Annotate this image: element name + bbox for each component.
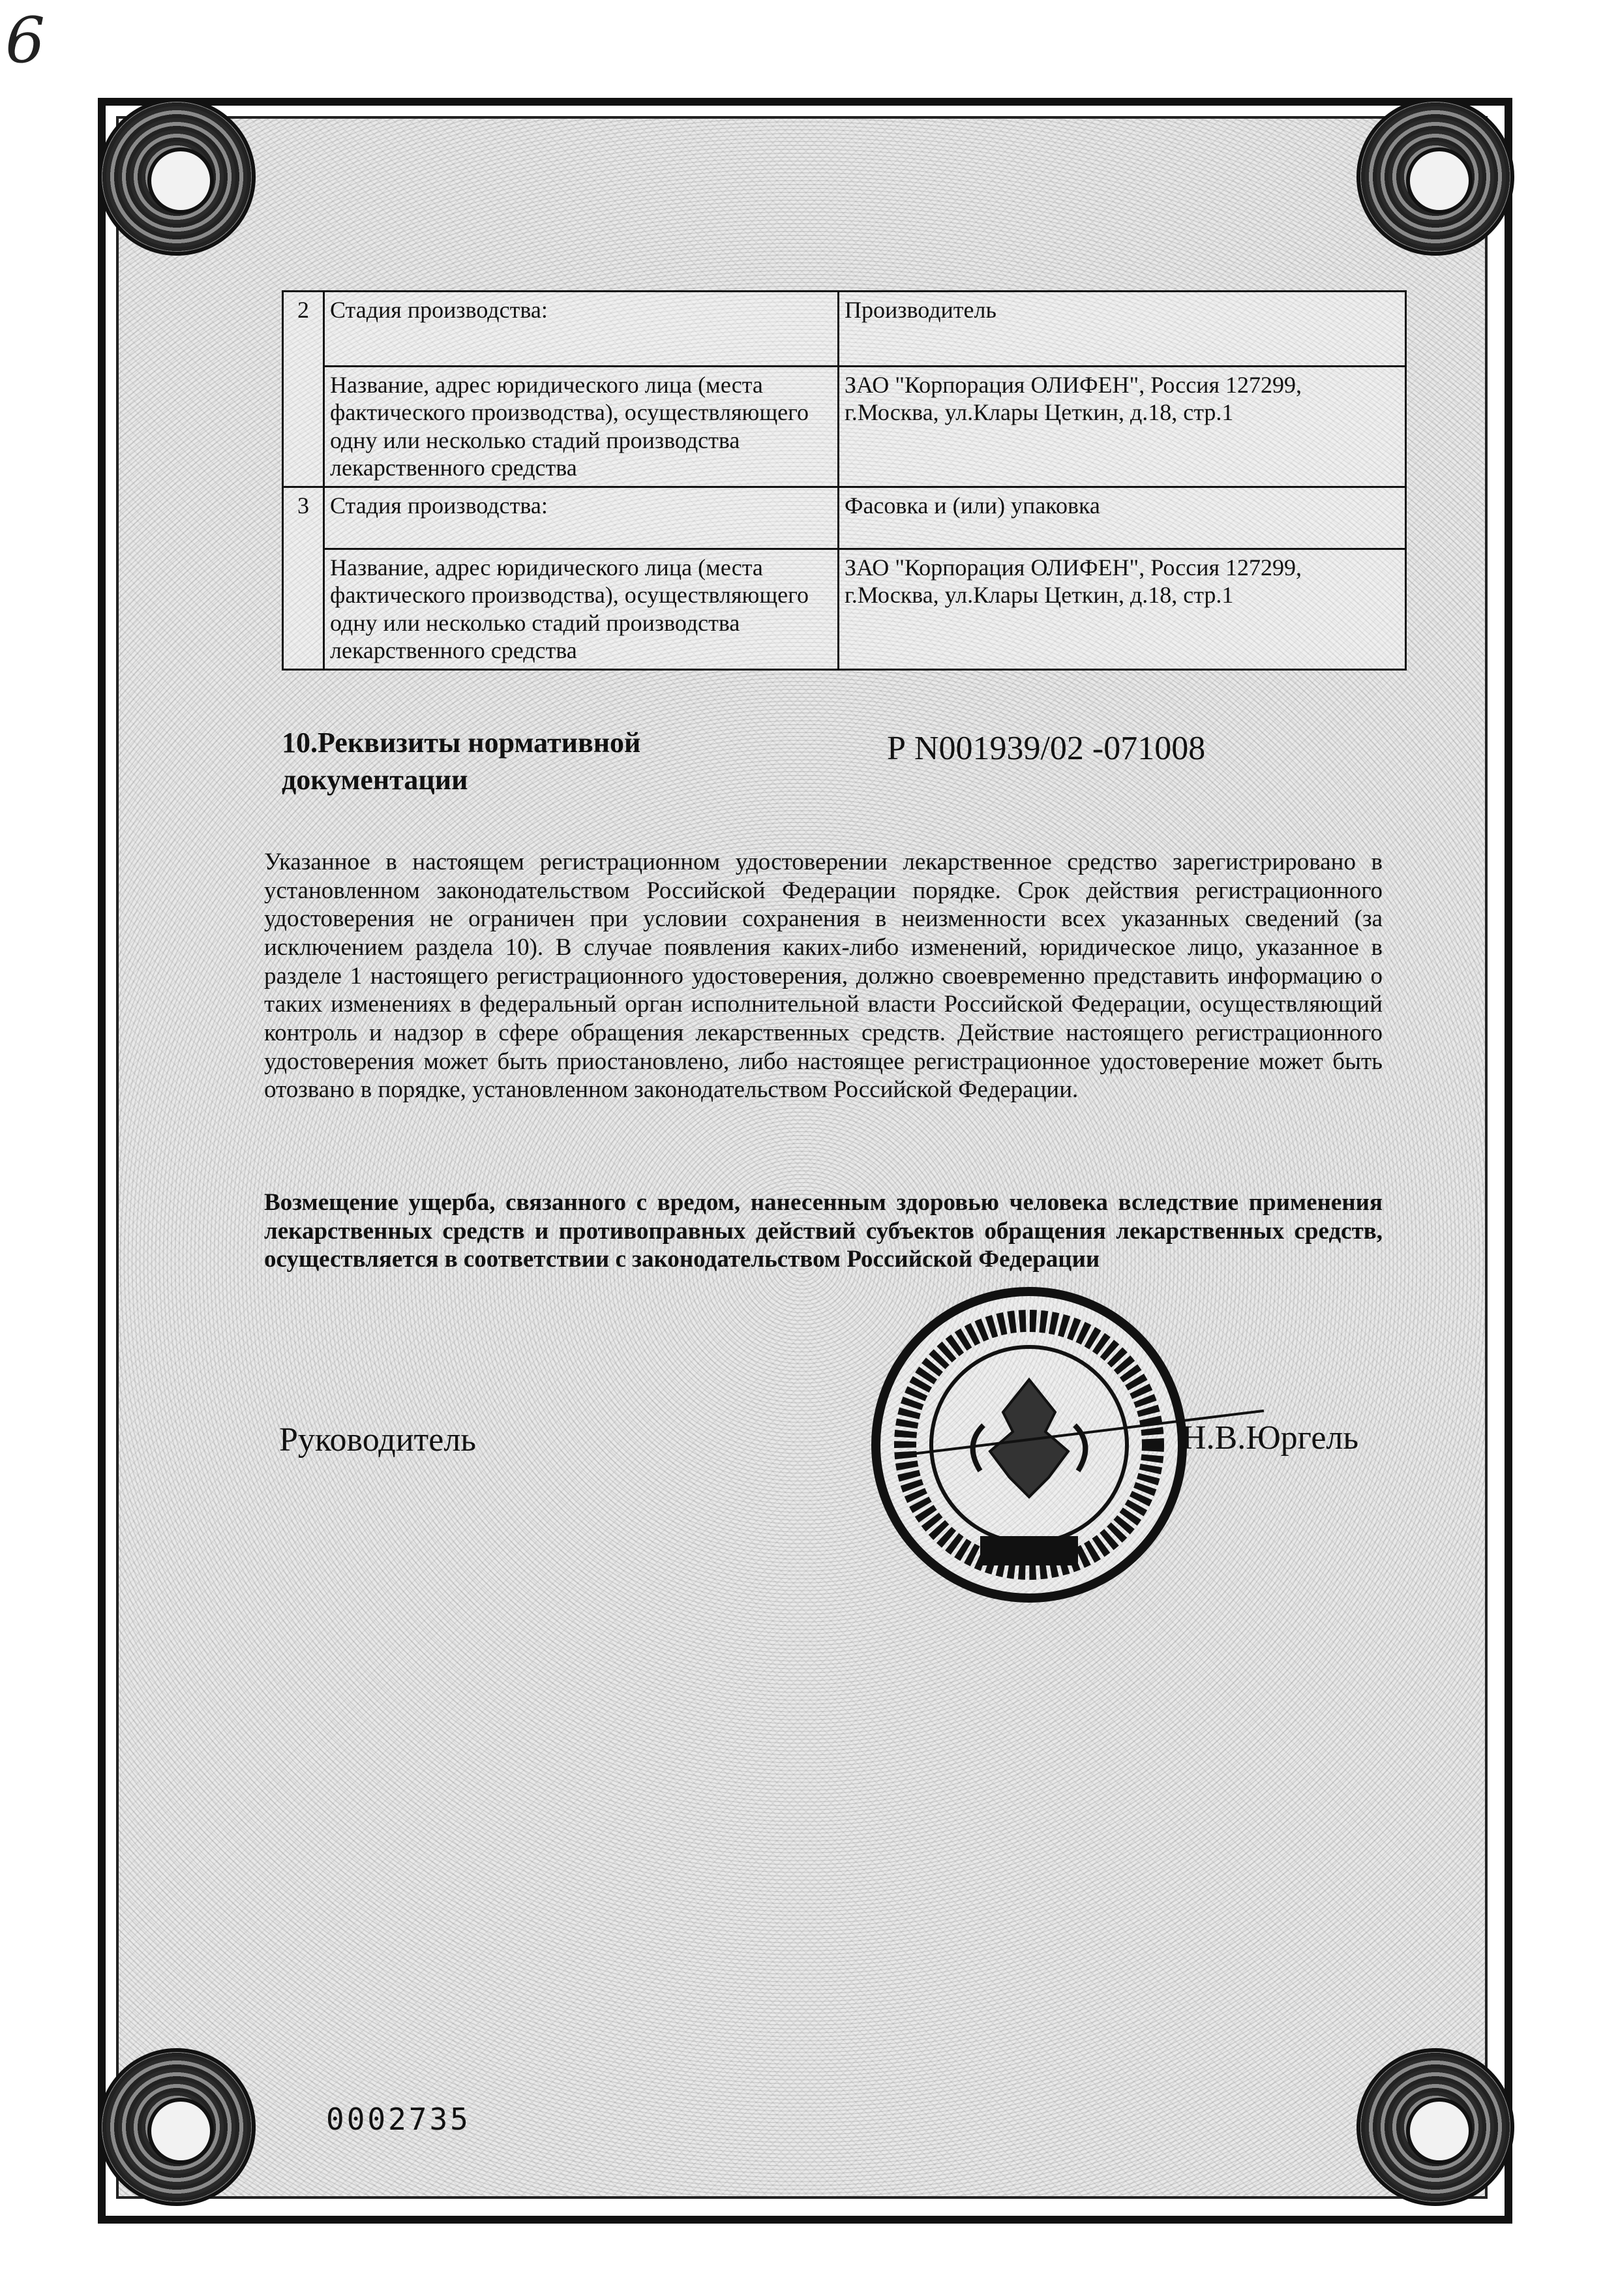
- registration-validity-paragraph: Указанное в настоящем регистрационном удостоверении лекарственное средство зарегистрировано в установленном законодательством Российской Федерации порядке. Срок действия регистрационного удостоверения не ограничен при условии сохранения в неизменности всех указанных сведений (за исключением раздела 10). В случае появления каких-либо изменений, юридическое лицо, указанное в разделе 1 настоящего регистрационного удостоверения, должно своевременно представить информацию о таких изменениях в федеральный орган исполнительной власти Российской Федерации, осуществляющий контроль и надзор в сфере обращения лекарственных средств. Действие настоящего регистрационного удостоверения может быть приостановлено, либо настоящее регистрационное удостоверение может быть отозвано в порядке, установленном законодательством Российской Федерации.: [264, 849, 1383, 1104]
- corner-rosette-icon: [1356, 2048, 1514, 2206]
- corner-rosette-icon: [98, 2048, 256, 2206]
- corner-rosette-icon: [98, 98, 256, 256]
- table-row: [283, 549, 1406, 669]
- normative-document-number: Р N001939/02 -071008: [887, 730, 1206, 767]
- name-address-label: Название, адрес юридического лица (места фактического производства), осуществляющего одну или несколько стадий производства лекарственного средства: [324, 367, 839, 487]
- stage-label: Стадия производства:: [324, 292, 839, 367]
- row-number: 3: [283, 487, 324, 669]
- table-row: [283, 292, 1406, 367]
- official-seal-icon: [866, 1282, 1192, 1608]
- production-stages-table: [282, 290, 1407, 671]
- table-row: [283, 367, 1406, 487]
- name-address-label: Название, адрес юридического лица (места фактического производства), осуществляющего одну или несколько стадий производства лекарственного средства: [324, 549, 839, 669]
- form-serial-number: 0002735: [326, 2102, 471, 2137]
- signer-name: Н.В.Юргель: [1182, 1419, 1359, 1457]
- signer-position: Руководитель: [279, 1421, 476, 1458]
- row-number: 2: [283, 292, 324, 487]
- handwritten-page-mark: 6: [5, 4, 46, 77]
- stage-label: Стадия производства:: [324, 487, 839, 549]
- name-address-value: ЗАО "Корпорация ОЛИФЕН", Россия 127299, г.Москва, ул.Клары Цеткин, д.18, стр.1: [839, 549, 1406, 669]
- name-address-value: ЗАО "Корпорация ОЛИФЕН", Россия 127299, г.Москва, ул.Клары Цеткин, д.18, стр.1: [839, 367, 1406, 487]
- table-row: [283, 487, 1406, 549]
- stage-value: Производитель: [839, 292, 1406, 367]
- damage-compensation-paragraph: Возмещение ущерба, связанного с вредом, нанесенным здоровью человека вследствие применения лекарственных средств и противоправных действий субъектов обращения лекарственных средств, осуществляется в соответствии с законодательством Российской Федерации: [264, 1189, 1383, 1273]
- section-10-title: 10.Реквизиты нормативной документации: [282, 727, 641, 796]
- corner-rosette-icon: [1356, 98, 1514, 256]
- stage-value: Фасовка и (или) упаковка: [839, 487, 1406, 549]
